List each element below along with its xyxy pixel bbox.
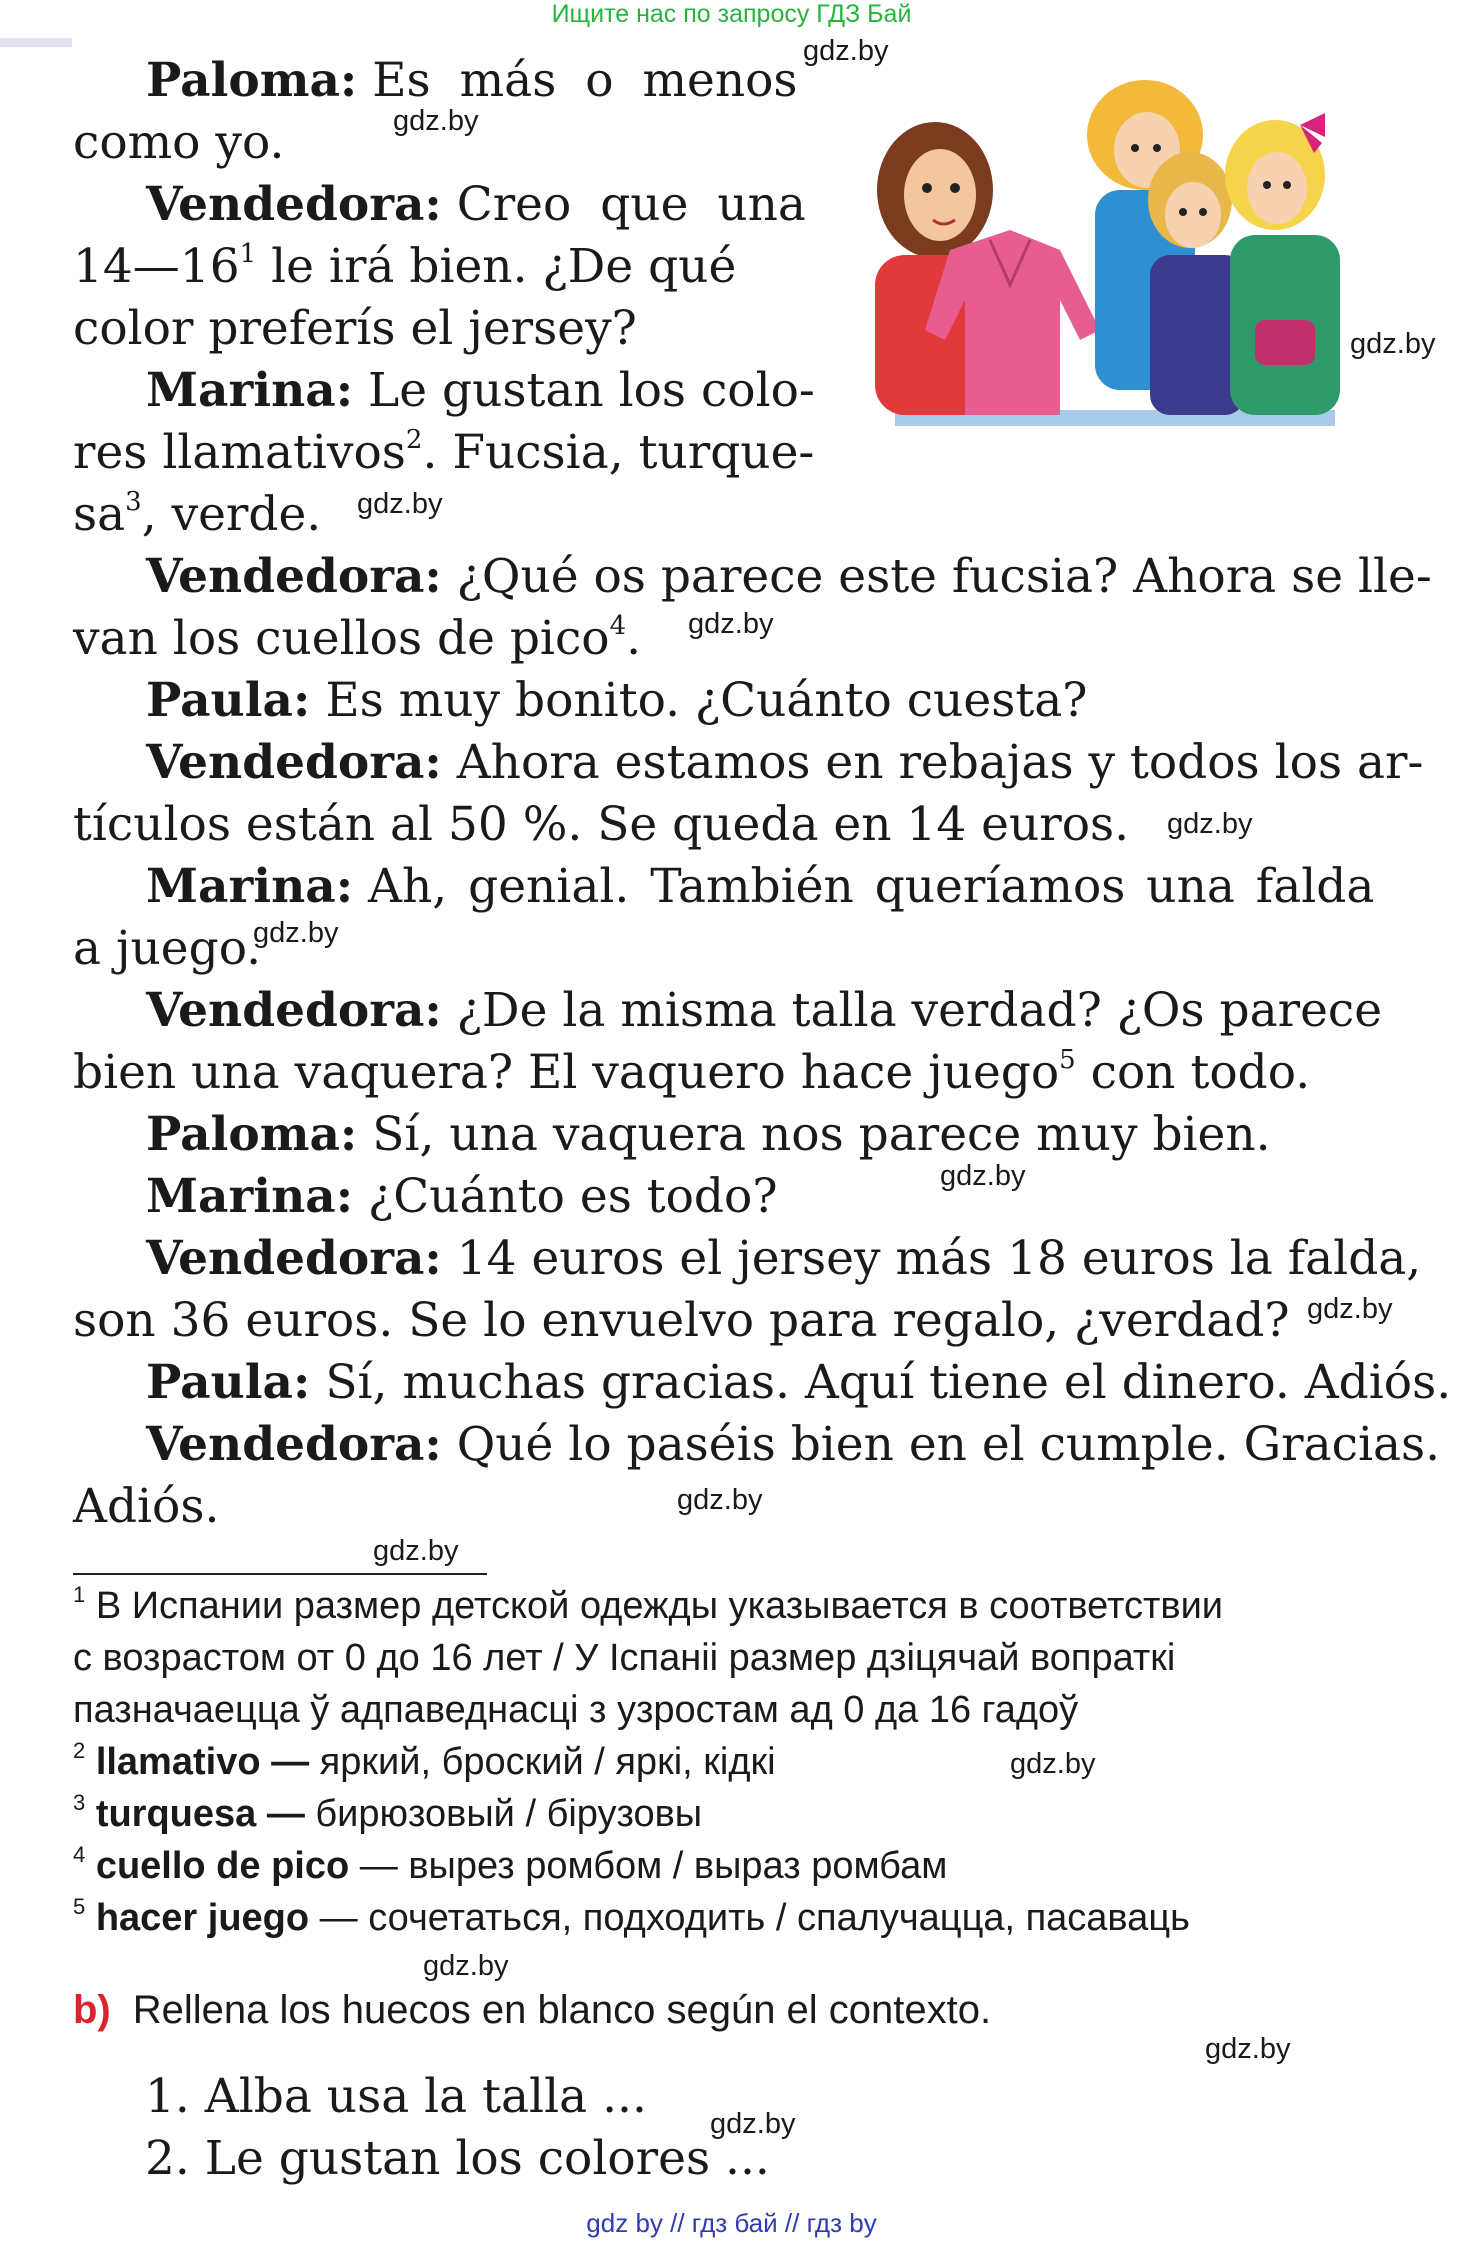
footnote-ref[interactable]: 1 — [239, 239, 257, 269]
task-b — [73, 1984, 991, 2036]
speaker-name: Marina: — [146, 859, 354, 914]
task-letter: b) — [73, 1988, 111, 2032]
task-instruction: Rellena los huecos en blanco según el contexto. — [132, 1988, 992, 2032]
dialog-line — [73, 484, 321, 546]
dialog-line — [73, 608, 641, 670]
line-text: con todo. — [1075, 1045, 1311, 1100]
footnote-3 — [73, 1788, 702, 1840]
footnote-number: 2 — [73, 1738, 86, 1763]
speaker-name: Paula: — [146, 1355, 311, 1410]
watermark: gdz.by — [940, 1160, 1026, 1192]
line-text: 14—16 — [73, 239, 240, 294]
watermark: gdz.by — [1307, 1293, 1393, 1325]
speaker-name: Marina: — [146, 363, 354, 418]
line-text: Sí, muchas gracias. Aquí tiene el dinero. Adiós. — [325, 1355, 1452, 1410]
dialog-line — [73, 918, 261, 980]
watermark: gdz.by — [423, 1950, 509, 1982]
dialog-line — [146, 174, 806, 236]
dialog-line — [146, 1228, 1421, 1290]
line-text: le irá bien. ¿De qué — [271, 239, 737, 294]
line-text: a juego. — [73, 921, 262, 976]
line-text: , verde. — [141, 487, 322, 542]
speaker-name: Paloma: — [146, 53, 358, 108]
speaker-name: Paloma: — [146, 1107, 358, 1162]
footnote-2 — [73, 1736, 776, 1788]
watermark: gdz.by — [393, 105, 479, 137]
dialog-line — [146, 980, 1382, 1042]
watermark: gdz.by — [253, 917, 339, 949]
dialog-line — [146, 360, 815, 422]
dialog-line — [146, 50, 798, 112]
footnote-ref[interactable]: 5 — [1059, 1045, 1076, 1075]
watermark: gdz.by — [1350, 328, 1436, 360]
dialog-line — [146, 670, 1087, 732]
footnote-text: пазначаецца ў адпаведнасці з узростам ад 0 да 16 гадоў — [73, 1689, 1079, 1731]
line-text: . — [626, 611, 642, 666]
footnote-divider — [73, 1573, 487, 1575]
watermark: gdz.by — [1205, 2033, 1291, 2065]
footnote-1-cont — [73, 1632, 1175, 1684]
line-text: son 36 euros. Se lo envuelvo para regalo, ¿verdad? — [73, 1293, 1290, 1348]
footnote-number: 4 — [73, 1842, 86, 1867]
footnote-text: яркий, броский / яркі, кідкі — [309, 1741, 776, 1783]
line-text: Ahora estamos en rebajas y todos los ar- — [456, 735, 1424, 790]
watermark: gdz.by — [710, 2108, 796, 2140]
footnote-term: hacer juego — [95, 1897, 310, 1939]
line-text: Le gustan los colo- — [368, 363, 815, 418]
line-text: Creo que una — [456, 177, 806, 232]
dialog-line — [146, 1166, 778, 1228]
site-banner[interactable]: Ищите нас по запросу ГДЗ Бай — [551, 0, 912, 28]
line-text: color preferís el jersey? — [73, 301, 637, 356]
footnote-text: В Испании размер детской одежды указывается в соответствии — [95, 1585, 1224, 1627]
speaker-name: Marina: — [146, 1169, 354, 1224]
line-text: Es más o menos — [372, 53, 798, 108]
line-text: Es muy bonito. ¿Cuánto cuesta? — [325, 673, 1088, 728]
dialog-line — [146, 546, 1432, 608]
footnote-4 — [73, 1840, 947, 1892]
speaker-name: Vendedora: — [146, 1231, 442, 1286]
exercise-item: 1. Alba usa la talla ... — [145, 2069, 647, 2124]
line-text: ¿Qué os parece este fucsia? Ahora se lle- — [456, 549, 1432, 604]
dialog-line — [73, 1476, 219, 1538]
line-text: Adiós. — [73, 1479, 220, 1534]
line-text: como yo. — [73, 115, 285, 170]
footnote-1 — [73, 1580, 1223, 1632]
footnote-text: — вырез ромбом / выраз ромбам — [349, 1845, 948, 1887]
line-text: ¿De la misma talla verdad? ¿Os parece — [456, 983, 1383, 1038]
exercise-item: 2. Le gustan los colores ... — [145, 2131, 770, 2186]
dialog-line — [73, 1290, 1290, 1352]
dialog-line — [146, 856, 1374, 918]
dialog-line — [73, 794, 1129, 856]
footnote-1-cont — [73, 1684, 1078, 1736]
watermark: gdz.by — [1010, 1748, 1096, 1780]
footnote-number: 5 — [73, 1894, 86, 1919]
dialog-line — [73, 422, 814, 484]
footnote-ref[interactable]: 4 — [609, 611, 627, 641]
watermark: gdz.by — [688, 608, 774, 640]
speaker-name: Vendedora: — [146, 177, 442, 232]
dialog-line — [73, 298, 637, 360]
line-text: van los cuellos de pico — [73, 611, 610, 666]
footnote-ref[interactable]: 3 — [125, 487, 142, 517]
dialog-line — [146, 1414, 1440, 1476]
dialog-line — [146, 1352, 1451, 1414]
dialog-line — [146, 732, 1423, 794]
page-corner-mark — [0, 38, 72, 47]
footnote-5 — [73, 1892, 1190, 1944]
footer-links[interactable]: gdz by // гдз бай // гдз by — [586, 2208, 877, 2238]
watermark: gdz.by — [677, 1484, 763, 1516]
line-text: Qué lo paséis bien en el cumple. Gracias. — [456, 1417, 1441, 1472]
watermark: gdz.by — [1167, 808, 1253, 840]
line-text: tículos están al 50 %. Se queda en 14 euros. — [73, 797, 1130, 852]
speaker-name: Vendedora: — [146, 1417, 442, 1472]
footnote-term: turquesa — — [95, 1793, 305, 1835]
line-text: ¿Cuánto es todo? — [368, 1169, 778, 1224]
speaker-name: Vendedora: — [146, 983, 442, 1038]
footnote-text: — сочетаться, подходить / спалучацца, пасаваць — [309, 1897, 1190, 1939]
line-text: . Fucsia, turque- — [422, 425, 815, 480]
dialog-line — [146, 1104, 1271, 1166]
line-text: Ah, genial. También queríamos una falda — [368, 859, 1375, 914]
footnote-ref[interactable]: 2 — [405, 425, 423, 455]
watermark: gdz.by — [357, 488, 443, 520]
dialog-line — [73, 236, 736, 298]
footnote-text: с возрастом от 0 до 16 лет / У Іспаніі размер дзіцячай вопраткі — [73, 1637, 1176, 1679]
speaker-name: Vendedora: — [146, 735, 442, 790]
dialog-line — [73, 112, 284, 174]
line-text: 14 euros el jersey más 18 euros la falda, — [456, 1231, 1422, 1286]
footnote-number: 3 — [73, 1790, 86, 1815]
speaker-name: Paula: — [146, 673, 311, 728]
footnote-term: cuello de pico — [95, 1845, 350, 1887]
line-text: sa — [73, 487, 126, 542]
footnote-term: llamativo — — [95, 1741, 310, 1783]
footnote-text: бирюзовый / бірузовы — [304, 1793, 703, 1835]
speaker-name: Vendedora: — [146, 549, 442, 604]
line-text: Sí, una vaquera nos parece muy bien. — [372, 1107, 1271, 1162]
line-text: bien una vaquera? El vaquero hace juego — [73, 1045, 1060, 1100]
watermark: gdz.by — [803, 35, 889, 67]
shop-illustration — [855, 70, 1355, 435]
dialog-line — [73, 1042, 1310, 1104]
line-text: res llamativos — [73, 425, 406, 480]
watermark: gdz.by — [373, 1535, 459, 1567]
footnote-number: 1 — [73, 1582, 86, 1607]
